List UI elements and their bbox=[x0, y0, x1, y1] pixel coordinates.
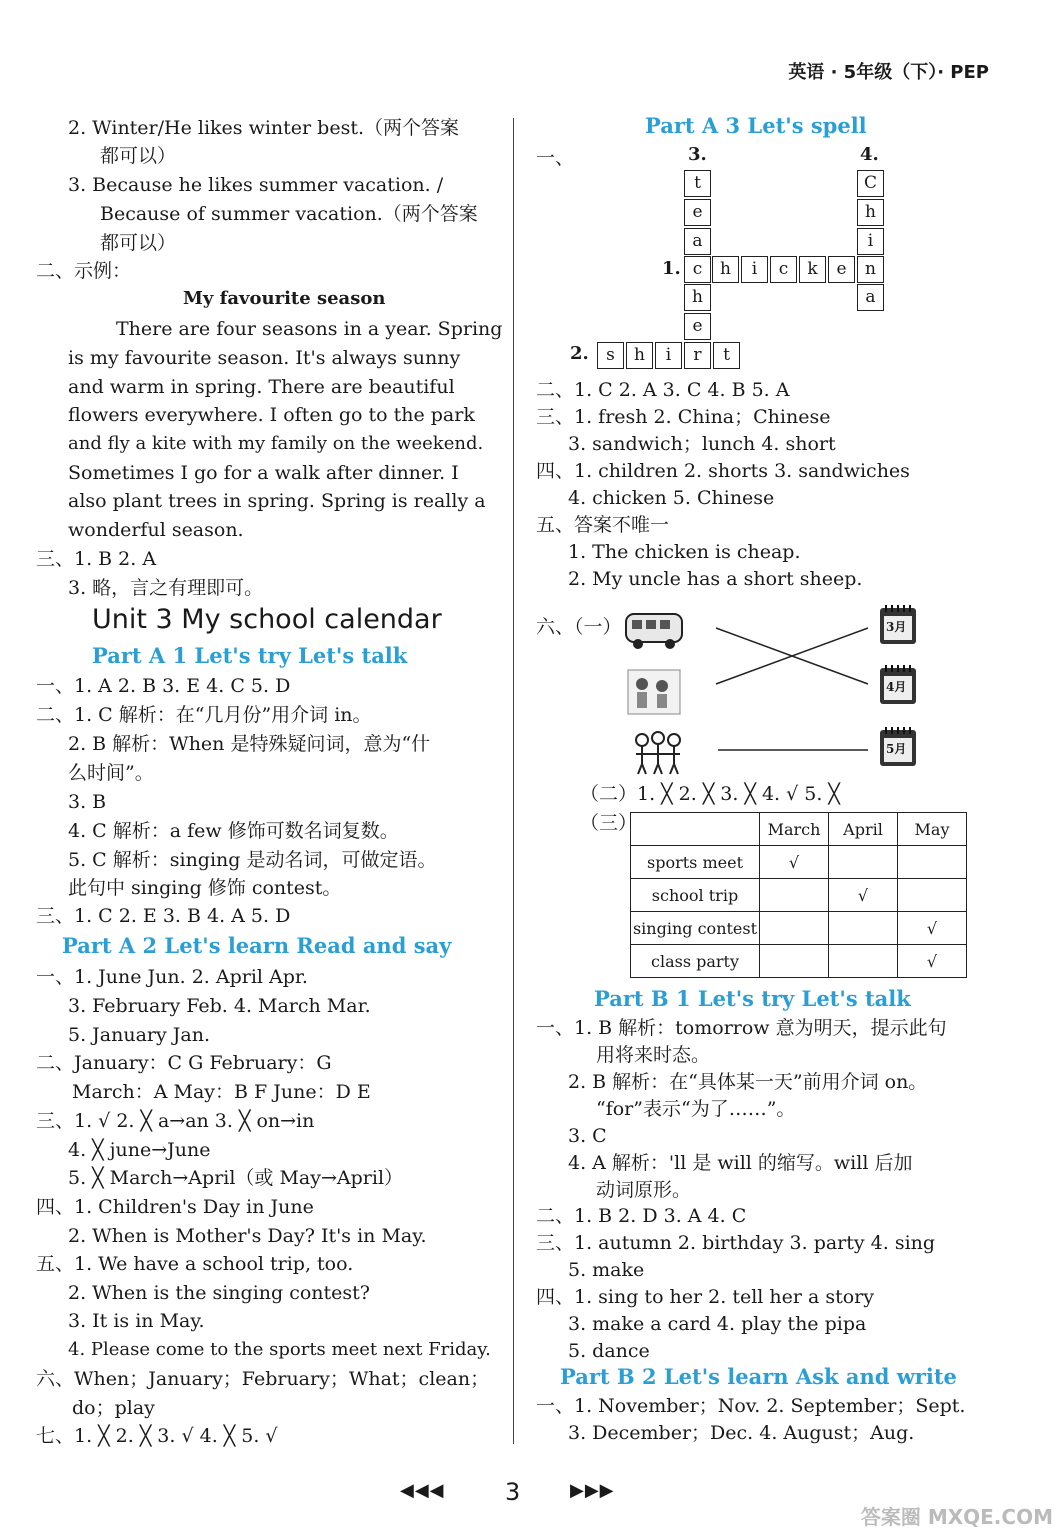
answer-line: 用将来时态。 bbox=[596, 1044, 711, 1066]
table-row bbox=[631, 945, 967, 978]
answer-line: Because of summer vacation.（两个答案 bbox=[100, 203, 478, 225]
answer-line: 2. My uncle has a short sheep. bbox=[568, 568, 863, 590]
table-header: May bbox=[898, 813, 967, 846]
answer-line: 3. Because he likes summer vacation. / bbox=[68, 174, 444, 196]
crossword-cell: C bbox=[857, 170, 884, 197]
crossword-cell: i bbox=[857, 228, 884, 255]
crossword-cell: h bbox=[712, 256, 739, 283]
answer-line: 二、1. C 2. A 3. C 4. B 5. A bbox=[536, 379, 790, 401]
crossword-cell: e bbox=[828, 256, 855, 283]
answer-line: 一、1. B 解析：tomorrow 意为明天，提示此句 bbox=[536, 1017, 947, 1039]
calendar-icon bbox=[878, 662, 918, 706]
calendar-label: 4月 bbox=[886, 680, 907, 694]
crossword-cell: t bbox=[713, 342, 740, 369]
answer-line: 5. make bbox=[568, 1259, 645, 1281]
crossword-cell: a bbox=[857, 284, 884, 311]
answer-line: 六、When；January；February；What；clean； bbox=[36, 1368, 490, 1390]
crossword-cell: c bbox=[684, 256, 711, 283]
crossword-cell: h bbox=[857, 199, 884, 226]
answer-line: 2. When is Mother's Day? It's in May. bbox=[68, 1225, 427, 1247]
table-cell: singing contest bbox=[631, 912, 760, 945]
answer-line: 3. December；Dec. 4. August；Aug. bbox=[568, 1422, 915, 1444]
answer-line: 2. B 解析：When 是特殊疑问词，意为“什 bbox=[68, 733, 431, 755]
part-heading: Part A 1 Let's try Let's talk bbox=[92, 643, 408, 668]
answer-line: 三、1. autumn 2. birthday 3. party 4. sing bbox=[536, 1232, 936, 1254]
table-cell: sports meet bbox=[631, 846, 760, 879]
next-arrows-icon: ▶▶▶ bbox=[570, 1480, 615, 1501]
crossword-number: 4. bbox=[860, 144, 879, 165]
calendar-table bbox=[630, 812, 967, 978]
table-cell bbox=[829, 912, 898, 945]
answer-line: 4. Please come to the sports meet next Friday. bbox=[68, 1339, 491, 1360]
calendar-label: 3月 bbox=[886, 620, 907, 634]
answer-line: 3. February Feb. 4. March Mar. bbox=[68, 995, 371, 1017]
answer-line: 5. January Jan. bbox=[68, 1024, 210, 1046]
answer-line: 二、1. C 解析：在“几月份”用介词 in。 bbox=[36, 704, 372, 726]
answer-line: 3. C bbox=[568, 1125, 607, 1147]
crossword-cell: i bbox=[655, 342, 682, 369]
crossword-number: 2. bbox=[570, 343, 589, 364]
answer-line: 3. 略，言之有理即可。 bbox=[68, 577, 264, 599]
crossword-cell: i bbox=[741, 256, 768, 283]
answer-line: 二、1. B 2. D 3. A 4. C bbox=[536, 1205, 747, 1227]
table-header bbox=[631, 813, 760, 846]
answer-line: 1. The chicken is cheap. bbox=[568, 541, 801, 563]
table-row bbox=[631, 912, 967, 945]
answer-line: 3. B bbox=[68, 791, 107, 813]
answer-line: 都可以） bbox=[100, 232, 177, 254]
essay-line: also plant trees in spring. Spring is really a bbox=[68, 490, 486, 512]
essay-line: Sometimes I go for a walk after dinner. I bbox=[68, 462, 459, 484]
crossword-cell: e bbox=[684, 199, 711, 226]
table-cell bbox=[898, 879, 967, 912]
answer-line: 二、January：C G February：G bbox=[36, 1052, 332, 1074]
crossword-cell: c bbox=[770, 256, 797, 283]
answer-line: 4. C 解析：a few 修饰可数名词复数。 bbox=[68, 820, 399, 842]
answer-line: 2. When is the singing contest? bbox=[68, 1282, 370, 1304]
part-heading: Part A 3 Let's spell bbox=[645, 113, 867, 138]
table-cell bbox=[760, 912, 829, 945]
page-number: 3 bbox=[505, 1478, 521, 1506]
crossword-cell: n bbox=[857, 256, 884, 283]
table-cell bbox=[829, 945, 898, 978]
crossword-cell: t bbox=[684, 170, 711, 197]
answer-line: 2. B 解析：在“具体某一天”前用介词 on。 bbox=[568, 1071, 928, 1093]
calendar-icon bbox=[878, 602, 918, 646]
answer-line: 三、1. C 2. E 3. B 4. A 5. D bbox=[36, 905, 291, 927]
answer-line: 此句中 singing 修饰 contest。 bbox=[68, 877, 342, 899]
part-heading: Part B 2 Let's learn Ask and write bbox=[560, 1364, 957, 1389]
answer-line: “for”表示“为了……”。 bbox=[596, 1098, 796, 1120]
answer-line: 动词原形。 bbox=[596, 1179, 692, 1201]
answer-line: 一、1. A 2. B 3. E 4. C 5. D bbox=[36, 675, 291, 697]
table-cell: school trip bbox=[631, 879, 760, 912]
answer-line: （二）1. ╳ 2. ╳ 3. ╳ 4. √ 5. ╳ bbox=[580, 783, 840, 805]
essay-line: wonderful season. bbox=[68, 519, 244, 541]
answer-line: 六、（一） bbox=[536, 616, 622, 638]
children-picture bbox=[626, 668, 682, 716]
table-row bbox=[631, 846, 967, 879]
crossword-cell: e bbox=[684, 313, 711, 340]
essay-line: flowers everywhere. I often go to the park bbox=[68, 404, 475, 426]
answer-line: 五、1. We have a school trip, too. bbox=[36, 1253, 354, 1275]
crossword-cell: r bbox=[684, 342, 711, 369]
answer-line: 5. ╳ March→April（或 May→April） bbox=[68, 1167, 404, 1189]
table-header: April bbox=[829, 813, 898, 846]
answer-line: （三） bbox=[580, 812, 638, 834]
table-cell: class party bbox=[631, 945, 760, 978]
crossword-cell: h bbox=[684, 284, 711, 311]
table-cell bbox=[898, 846, 967, 879]
essay-line: and fly a kite with my family on the weekend. bbox=[68, 433, 484, 454]
singing-kids-picture bbox=[628, 728, 684, 776]
crossword-number: 1. bbox=[662, 258, 681, 279]
unit-title: Unit 3 My school calendar bbox=[92, 604, 442, 635]
table-header-row bbox=[631, 813, 967, 846]
essay-line: and warm in spring. There are beautiful bbox=[68, 376, 455, 398]
table-header: March bbox=[760, 813, 829, 846]
answer-line: 四、1. Children's Day in June bbox=[36, 1196, 314, 1218]
table-cell: √ bbox=[898, 945, 967, 978]
calendar-label: 5月 bbox=[886, 742, 907, 756]
answer-line: 2. Winter/He likes winter best.（两个答案 bbox=[68, 117, 460, 139]
table-cell bbox=[829, 846, 898, 879]
crossword-cell: a bbox=[684, 228, 711, 255]
crossword-cell: s bbox=[597, 342, 624, 369]
answer-line: 3. sandwich；lunch 4. short bbox=[568, 433, 836, 455]
answer-line: 3. It is in May. bbox=[68, 1310, 205, 1332]
answer-line: 么时间”。 bbox=[68, 762, 154, 784]
answer-line: 4. ╳ june→June bbox=[68, 1139, 211, 1161]
table-cell: √ bbox=[829, 879, 898, 912]
crossword-cell: h bbox=[626, 342, 653, 369]
part-heading: Part B 1 Let's try Let's talk bbox=[594, 986, 911, 1011]
table-cell: √ bbox=[760, 846, 829, 879]
table-cell bbox=[760, 879, 829, 912]
answer-line: 5. C 解析：singing 是动名词，可做定语。 bbox=[68, 849, 437, 871]
calendar-icon bbox=[878, 724, 918, 768]
answer-line: 3. make a card 4. play the pipa bbox=[568, 1313, 867, 1335]
answer-line: do；play bbox=[72, 1397, 155, 1419]
crossword-number: 3. bbox=[688, 144, 707, 165]
page-header: 英语 · 5年级（下）· PEP bbox=[788, 62, 989, 83]
answer-line: 三、1. fresh 2. China；Chinese bbox=[536, 406, 831, 428]
answer-line: 七、1. ╳ 2. ╳ 3. √ 4. ╳ 5. √ bbox=[36, 1425, 278, 1447]
bus-picture bbox=[622, 608, 688, 652]
answer-line: 4. chicken 5. Chinese bbox=[568, 487, 775, 509]
answer-line: 一、1. June Jun. 2. April Apr. bbox=[36, 966, 308, 988]
crossword-cell: k bbox=[799, 256, 826, 283]
matching-lines bbox=[712, 620, 872, 760]
answer-line: 三、1. √ 2. ╳ a→an 3. ╳ on→in bbox=[36, 1110, 315, 1132]
crossword-label: 一、 bbox=[536, 147, 575, 169]
answer-line: 5. dance bbox=[568, 1340, 650, 1362]
answer-line: 四、1. children 2. shorts 3. sandwiches bbox=[536, 460, 910, 482]
answer-line: 三、1. B 2. A bbox=[36, 548, 157, 570]
answer-line: 一、1. November；Nov. 2. September；Sept. bbox=[536, 1395, 966, 1417]
answer-line: 四、1. sing to her 2. tell her a story bbox=[536, 1286, 875, 1308]
table-cell bbox=[760, 945, 829, 978]
column-divider bbox=[513, 118, 514, 1444]
answer-line: 五、答案不唯一 bbox=[536, 514, 670, 536]
answer-line: 二、示例： bbox=[36, 260, 132, 282]
table-cell: √ bbox=[898, 912, 967, 945]
answer-line: March：A May：B F June：D E bbox=[72, 1081, 371, 1103]
essay-line: There are four seasons in a year. Spring bbox=[116, 318, 503, 340]
table-row bbox=[631, 879, 967, 912]
part-heading: Part A 2 Let's learn Read and say bbox=[62, 933, 452, 958]
answer-line: 都可以） bbox=[100, 145, 177, 167]
watermark: 答案圈 MXQE.COM bbox=[860, 1505, 1053, 1529]
answer-line: 4. A 解析：'ll 是 will 的缩写。will 后加 bbox=[568, 1152, 913, 1174]
essay-line: is my favourite season. It's always sunny bbox=[68, 347, 461, 369]
essay-title: My favourite season bbox=[183, 288, 386, 309]
prev-arrows-icon: ◀◀◀ bbox=[400, 1480, 445, 1501]
